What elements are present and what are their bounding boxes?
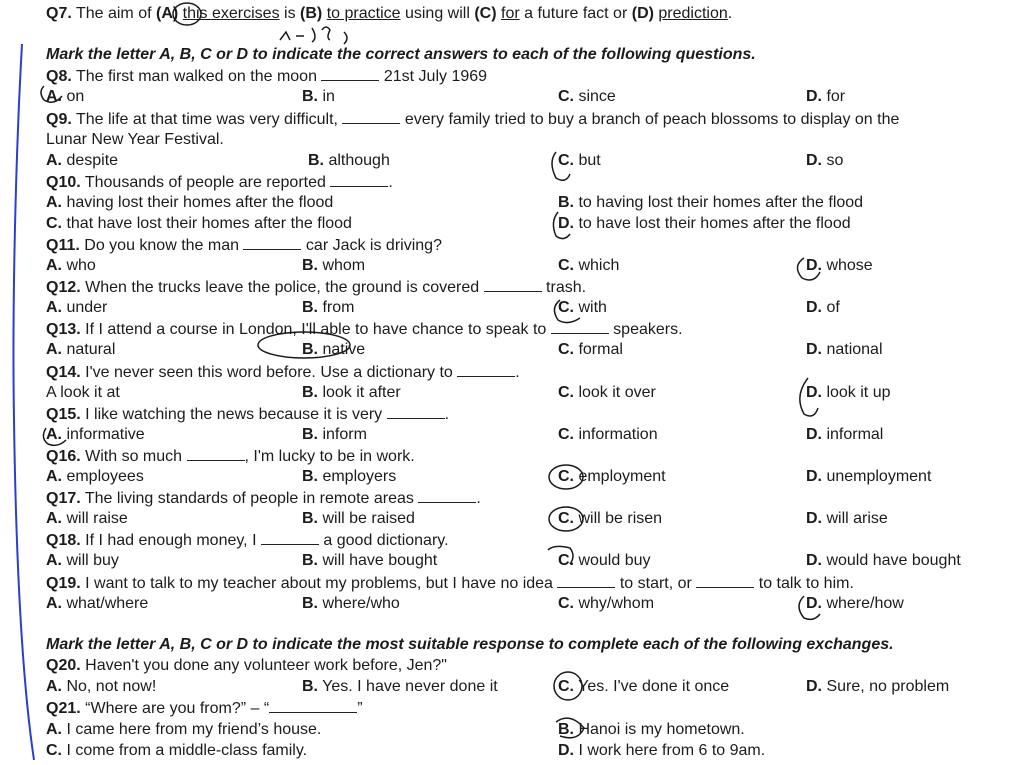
margin-bracket-line	[13, 44, 34, 760]
q11-option-a[interactable]: A. who	[46, 257, 96, 274]
q12-option-d[interactable]: D. of	[806, 299, 840, 316]
q12-option-a[interactable]: A. under	[46, 299, 108, 316]
q11-option-b[interactable]: B. whom	[302, 257, 366, 274]
q15-option-c[interactable]: C. information	[558, 426, 658, 443]
question-q8: Q8. The first man walked on the moon 21st July 1969	[46, 68, 488, 85]
q13-option-a[interactable]: A. natural	[46, 341, 116, 358]
q18-option-b[interactable]: B. will have bought	[302, 552, 438, 569]
q8-option-d[interactable]: D. for	[806, 88, 846, 105]
q10-option-c[interactable]: C. that have lost their homes after the flood	[46, 215, 352, 232]
handwritten-scribble-q7	[280, 27, 347, 44]
question-q9: Q9. The life at that time was very difficult, every family tried to buy a branch of peach blossoms to display on the	[46, 111, 900, 128]
q16-option-b[interactable]: B. employers	[302, 468, 397, 485]
q14-option-c[interactable]: C. look it over	[558, 384, 656, 401]
q21-option-b[interactable]: B. Hanoi is my hometown.	[558, 721, 745, 738]
q20-option-a[interactable]: A. No, not now!	[46, 678, 157, 695]
q9-option-d[interactable]: D. so	[806, 152, 844, 169]
q17-option-a[interactable]: A. will raise	[46, 510, 128, 527]
q10-option-d[interactable]: D. to have lost their homes after the flood	[558, 215, 851, 232]
question-q17: Q17. The living standards of people in remote areas .	[46, 490, 481, 507]
instruction-2: Mark the letter A, B, C or D to indicate the most suitable response to complete each of the following exchanges.	[46, 636, 894, 653]
q10-option-a[interactable]: A. having lost their homes after the flood	[46, 194, 334, 211]
q9-option-a[interactable]: A. despite	[46, 152, 119, 169]
q8-option-a[interactable]: A. on	[46, 88, 85, 105]
q11-option-d[interactable]: D. whose	[806, 257, 873, 274]
q17-option-d[interactable]: D. will arise	[806, 510, 888, 527]
q21-option-a[interactable]: A. I came here from my friend’s house.	[46, 721, 322, 738]
question-q16: Q16. With so much , I'm lucky to be in work.	[46, 448, 415, 465]
q13-option-c[interactable]: C. formal	[558, 341, 623, 358]
question-q18: Q18. If I had enough money, I a good dictionary.	[46, 532, 449, 549]
q13-option-b[interactable]: B. native	[302, 341, 366, 358]
question-q21: Q21. “Where are you from?” – “ ”	[46, 700, 363, 717]
q17-option-c[interactable]: C. will be risen	[558, 510, 663, 527]
q19-option-c[interactable]: C. why/whom	[558, 595, 655, 612]
question-q19: Q19. I want to talk to my teacher about my problems, but I have no idea to start, or to talk to him.	[46, 575, 854, 592]
q20-option-d[interactable]: D. Sure, no problem	[806, 678, 950, 695]
question-q9-continued: Lunar New Year Festival.	[46, 131, 224, 148]
q9-option-c[interactable]: C. but	[558, 152, 601, 169]
q13-option-d[interactable]: D. national	[806, 341, 883, 358]
q21-option-d[interactable]: D. I work here from 6 to 9am.	[558, 742, 766, 759]
q18-option-a[interactable]: A. will buy	[46, 552, 119, 569]
q18-option-d[interactable]: D. would have bought	[806, 552, 961, 569]
q10-option-b[interactable]: B. to having lost their homes after the flood	[558, 194, 864, 211]
q11-option-c[interactable]: C. which	[558, 257, 620, 274]
question-q7: Q7. The aim of (A) this exercises is (B) to practice using will (C) for a future fact or (D) prediction.	[46, 5, 733, 22]
question-q14: Q14. I've never seen this word before. Use a dictionary to .	[46, 364, 520, 381]
q14-option-b[interactable]: B. look it after	[302, 384, 401, 401]
instruction-1: Mark the letter A, B, C or D to indicate the correct answers to each of the following questions.	[46, 46, 756, 63]
q12-option-c[interactable]: C. with	[558, 299, 607, 316]
question-q15: Q15. I like watching the news because it is very .	[46, 406, 450, 423]
q14-option-d[interactable]: D. look it up	[806, 384, 891, 401]
q15-option-a[interactable]: A. informative	[46, 426, 145, 443]
q17-option-b[interactable]: B. will be raised	[302, 510, 415, 527]
q18-option-c[interactable]: C. would buy	[558, 552, 651, 569]
q19-option-b[interactable]: B. where/who	[302, 595, 400, 612]
q20-option-b[interactable]: B. Yes. I have never done it	[302, 678, 498, 695]
q16-option-d[interactable]: D. unemployment	[806, 468, 932, 485]
q9-option-b[interactable]: B. although	[308, 152, 390, 169]
question-q10: Q10. Thousands of people are reported .	[46, 174, 393, 191]
q19-option-d[interactable]: D. where/how	[806, 595, 904, 612]
q19-option-a[interactable]: A. what/where	[46, 595, 149, 612]
q21-option-c[interactable]: C. I come from a middle-class family.	[46, 742, 308, 759]
question-q13: Q13. If I attend a course in London, I'll able to have chance to speak to speakers.	[46, 321, 683, 338]
q8-option-c[interactable]: C. since	[558, 88, 616, 105]
q14-option-a[interactable]: A look it at	[46, 384, 120, 401]
q16-option-c[interactable]: C. employment	[558, 468, 666, 485]
q20-option-c[interactable]: C. Yes. I've done it once	[558, 678, 730, 695]
q16-option-a[interactable]: A. employees	[46, 468, 144, 485]
question-q20: Q20. Haven't you done any volunteer work before, Jen?"	[46, 657, 447, 674]
q15-option-b[interactable]: B. inform	[302, 426, 367, 443]
q12-option-b[interactable]: B. from	[302, 299, 355, 316]
q8-option-b[interactable]: B. in	[302, 88, 335, 105]
q15-option-d[interactable]: D. informal	[806, 426, 884, 443]
question-q11: Q11. Do you know the man car Jack is driving?	[46, 237, 442, 254]
question-q12: Q12. When the trucks leave the police, the ground is covered trash.	[46, 279, 587, 296]
